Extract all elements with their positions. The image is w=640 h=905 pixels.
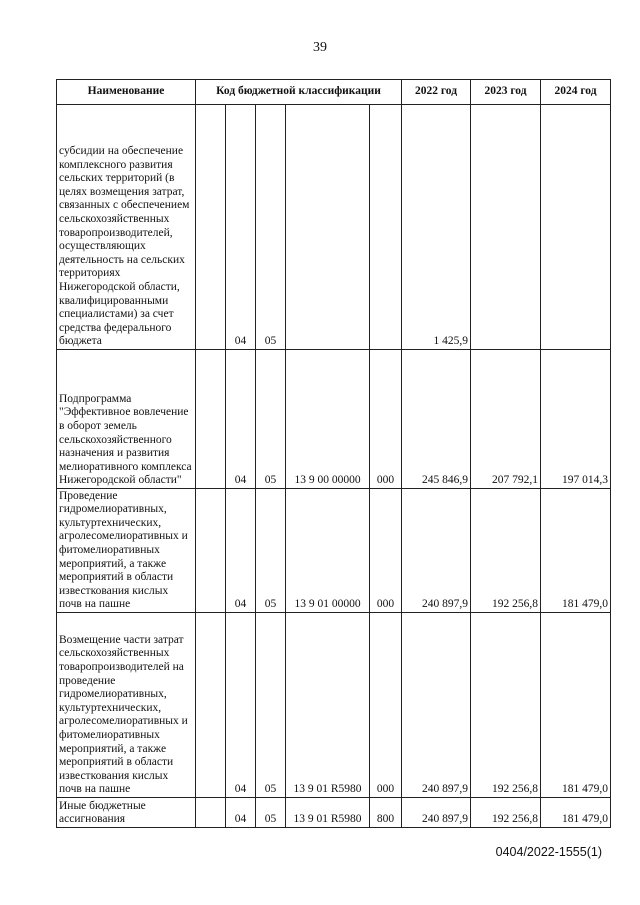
- header-2022: 2022 год: [402, 80, 471, 105]
- code-cell-1: [196, 798, 226, 828]
- code-cell-1: [196, 350, 226, 489]
- table-row: [57, 798, 611, 828]
- row-name: Иные бюджетные ассигнования: [57, 798, 196, 828]
- value-2023: [471, 105, 541, 350]
- table-header-row: [57, 80, 611, 105]
- code-cell-subsection: 05: [256, 105, 286, 350]
- code-cell-subsection: 05: [256, 350, 286, 489]
- value-2024: 181 479,0: [541, 489, 611, 613]
- code-cell-target: 13 9 00 00000: [286, 350, 370, 489]
- value-2022: 240 897,9: [402, 798, 471, 828]
- value-2024: 181 479,0: [541, 613, 611, 798]
- header-2023: 2023 год: [471, 80, 541, 105]
- table-row: [57, 350, 611, 489]
- budget-table: [56, 79, 611, 828]
- code-cell-section: 04: [226, 798, 256, 828]
- code-cell-section: 04: [226, 350, 256, 489]
- code-cell-expense-type: 000: [370, 489, 402, 613]
- code-cell-expense-type: 000: [370, 350, 402, 489]
- code-cell-1: [196, 613, 226, 798]
- code-cell-subsection: 05: [256, 489, 286, 613]
- row-name: Проведение гидромелиоративных, культуртехнических, агролесомелиоративных и фитомелиоративных мероприятий, а также мероприятий в области известкования кислых почв на пашне: [57, 489, 196, 613]
- row-name: субсидии на обеспечение комплексного развития сельских территорий (в целях возмещения затрат, связанных с обеспечением сельскохозяйственных товаропроизводителей, осуществляющих деятельность на сельских территориях Нижегородской области, квалифицированными специалистами) за счет средства федерального бюджета: [57, 105, 196, 350]
- header-2024: 2024 год: [541, 80, 611, 105]
- code-cell-target: 13 9 01 00000: [286, 489, 370, 613]
- code-cell-subsection: 05: [256, 798, 286, 828]
- row-name: Подпрограмма "Эффективное вовлечение в оборот земель сельскохозяйственного назначения и развития мелиоративного комплекса Нижегородской области": [57, 350, 196, 489]
- value-2024: 197 014,3: [541, 350, 611, 489]
- value-2022: 240 897,9: [402, 613, 471, 798]
- code-cell-target: 13 9 01 R5980: [286, 798, 370, 828]
- code-cell-target: 13 9 01 R5980: [286, 613, 370, 798]
- value-2022: 1 425,9: [402, 105, 471, 350]
- document-code: 0404/2022-1555(1): [495, 845, 602, 859]
- table-row: [57, 613, 611, 798]
- row-name: Возмещение части затрат сельскохозяйственных товаропроизводителей на проведение гидромелиоративных, культуртехнических, агролесомелиоративных и фитомелиоративных мероприятий, а также мероприятий в области известкования кислых почв на пашне: [57, 613, 196, 798]
- code-cell-target: [286, 105, 370, 350]
- table-row: [57, 489, 611, 613]
- header-code: Код бюджетной классификации: [196, 80, 402, 105]
- value-2023: 207 792,1: [471, 350, 541, 489]
- value-2024: 181 479,0: [541, 798, 611, 828]
- code-cell-section: 04: [226, 613, 256, 798]
- value-2022: 245 846,9: [402, 350, 471, 489]
- code-cell-expense-type: 000: [370, 613, 402, 798]
- code-cell-expense-type: [370, 105, 402, 350]
- code-cell-expense-type: 800: [370, 798, 402, 828]
- value-2024: [541, 105, 611, 350]
- page-number: 39: [313, 40, 327, 55]
- value-2023: 192 256,8: [471, 798, 541, 828]
- code-cell-1: [196, 489, 226, 613]
- code-cell-1: [196, 105, 226, 350]
- value-2023: 192 256,8: [471, 489, 541, 613]
- value-2023: 192 256,8: [471, 613, 541, 798]
- header-name: Наименование: [57, 80, 196, 105]
- code-cell-subsection: 05: [256, 613, 286, 798]
- code-cell-section: 04: [226, 105, 256, 350]
- code-cell-section: 04: [226, 489, 256, 613]
- value-2022: 240 897,9: [402, 489, 471, 613]
- table-row: [57, 105, 611, 350]
